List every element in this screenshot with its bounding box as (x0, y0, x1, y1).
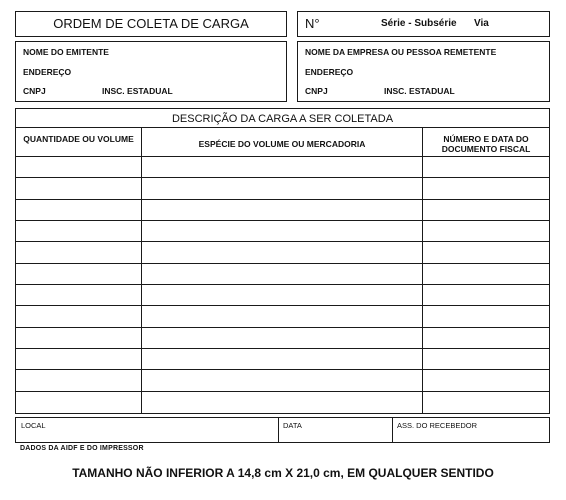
table-row-line (16, 177, 549, 178)
date-label: DATA (283, 421, 302, 430)
sender-address-label: ENDEREÇO (305, 67, 354, 77)
footer-box (15, 417, 550, 443)
table-row-line (16, 369, 549, 370)
issuer-state-reg-label: INSC. ESTADUAL (102, 86, 173, 96)
table-row-line (16, 391, 549, 392)
form-title: ORDEM DE COLETA DE CARGA (53, 16, 249, 31)
header-divider (16, 156, 549, 157)
title-box (15, 11, 287, 37)
sender-cnpj-label: CNPJ (305, 86, 328, 96)
table-row-line (16, 327, 549, 328)
number-label: N° (305, 16, 320, 31)
cargo-title-divider (16, 127, 549, 128)
cargo-table (15, 108, 550, 414)
sender-state-reg-label: INSC. ESTADUAL (384, 86, 455, 96)
column-header-fiscal-document: NÚMERO E DATA DO DOCUMENTO FISCAL (441, 134, 531, 154)
local-label: LOCAL (21, 421, 46, 430)
via-label: Via (474, 18, 489, 29)
table-row-line (16, 241, 549, 242)
signature-label: ASS. DO RECEBEDOR (397, 421, 478, 430)
footer-divider (392, 418, 393, 442)
table-row-line (16, 199, 549, 200)
number-box (297, 11, 550, 37)
cargo-title: DESCRIÇÃO DA CARGA A SER COLETADA (171, 113, 394, 125)
size-note: TAMANHO NÃO INFERIOR A 14,8 cm X 21,0 cm, EM QUALQUER SENTIDO (72, 466, 494, 480)
column-header-species: ESPÉCIE DO VOLUME OU MERCADORIA (198, 139, 366, 149)
table-row-line (16, 305, 549, 306)
column-header-quantity: QUANTIDADE OU VOLUME (23, 134, 134, 144)
table-row-line (16, 220, 549, 221)
issuer-address-label: ENDEREÇO (23, 67, 72, 77)
serie-label: Série - Subsérie (381, 18, 457, 29)
issuer-name-label: NOME DO EMITENTE (23, 47, 109, 57)
issuer-cnpj-label: CNPJ (23, 86, 46, 96)
aidf-label: DADOS DA AIDF E DO IMPRESSOR (20, 445, 144, 452)
issuer-box (15, 41, 287, 102)
sender-box (297, 41, 550, 102)
table-row-line (16, 284, 549, 285)
sender-name-label: NOME DA EMPRESA OU PESSOA REMETENTE (305, 47, 497, 57)
table-row-line (16, 263, 549, 264)
table-row-line (16, 348, 549, 349)
footer-divider (278, 418, 279, 442)
